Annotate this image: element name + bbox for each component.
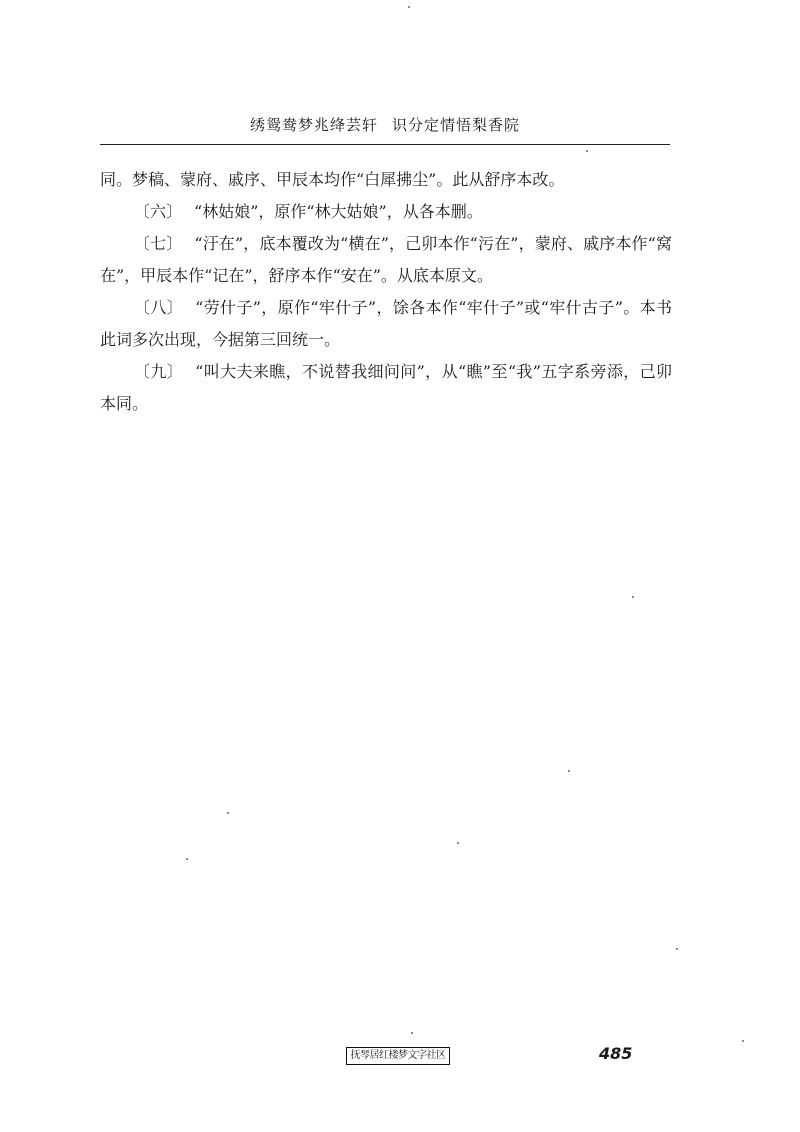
- note-8: [100, 292, 672, 356]
- scan-speck: [742, 1040, 744, 1042]
- running-head-left: 绣鸳鸯梦兆绛芸轩: [249, 116, 378, 134]
- note-7: [100, 228, 672, 292]
- scan-speck: [457, 842, 459, 844]
- note-7-label: 〔七〕: [134, 234, 183, 253]
- note-9-text: “叫大夫来瞧，不说替我细问问”，从“瞧”至“我”五字系旁添，己卯本同。: [100, 362, 672, 413]
- note-6-label: 〔六〕: [134, 202, 183, 221]
- scan-speck: [676, 948, 678, 950]
- running-head: [100, 114, 670, 135]
- scan-speck: [411, 1032, 413, 1034]
- note-7-text: “汙在”，底本覆改为“横在”，己卯本作“污在”，蒙府、戚序本作“窝在”，甲辰本作“记在”，舒序本作“安在”。从底本原文。: [100, 234, 672, 285]
- header-rule: [100, 144, 670, 145]
- community-stamp: 抚琴居红楼梦文字社区: [346, 1047, 450, 1065]
- note-6-text: “林姑娘”，原作“林大姑娘”，从各本删。: [194, 202, 483, 221]
- note-9: [100, 356, 672, 420]
- notes-body: [100, 164, 672, 420]
- scan-speck: [408, 6, 410, 8]
- scan-speck: [186, 858, 188, 860]
- scan-speck: [227, 812, 229, 814]
- scan-speck: [632, 596, 634, 598]
- note-8-label: 〔八〕: [134, 298, 184, 317]
- scan-speck: [568, 770, 570, 772]
- note-6: [100, 196, 672, 228]
- page-number: 485: [599, 1044, 633, 1063]
- continuation-paragraph: 同。梦稿、蒙府、戚序、甲辰本均作“白犀拂尘”。此从舒序本改。: [100, 170, 565, 189]
- note-8-text: “劳什子”，原作“牢什子”，馀各本作“牢什子”或“牢什古子”。本书此词多次出现，今据第三回统一。: [100, 298, 672, 349]
- scan-speck: [586, 150, 588, 152]
- running-head-right: 识分定情悟梨香院: [392, 116, 521, 134]
- note-9-label: 〔九〕: [134, 362, 184, 381]
